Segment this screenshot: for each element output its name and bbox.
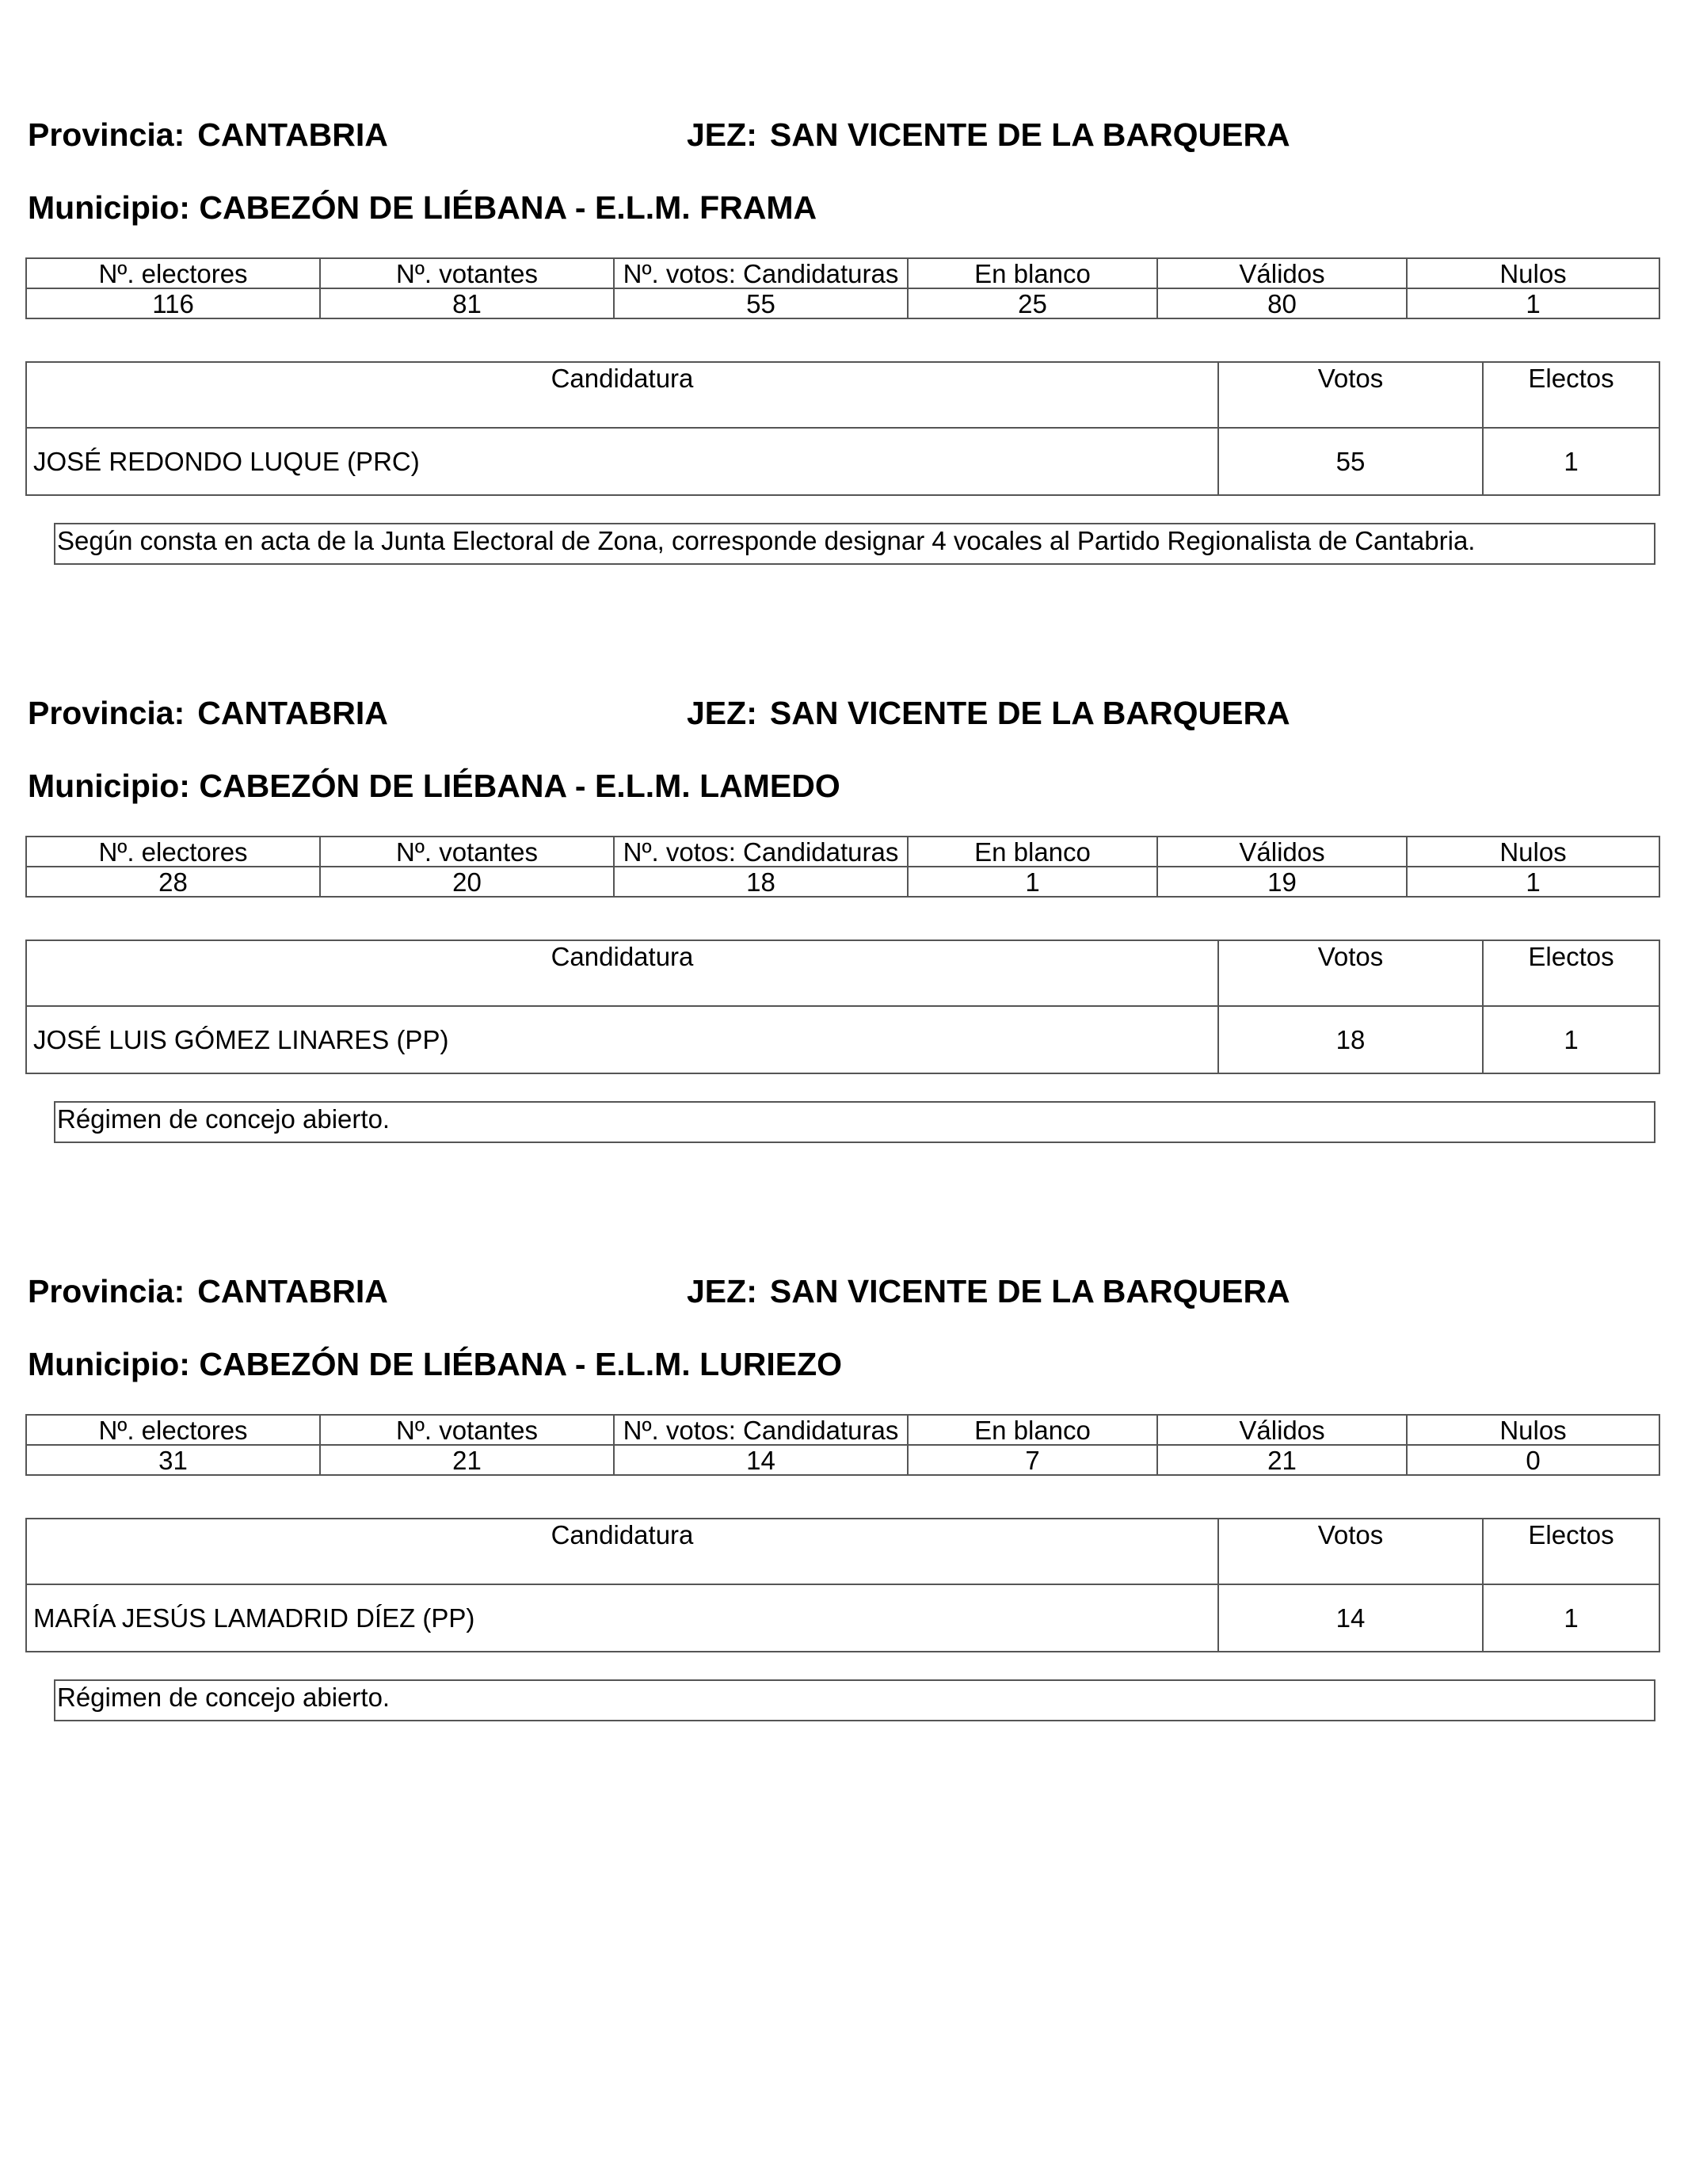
stats-header-row (26, 1415, 1659, 1445)
stats-value-cell: 1 (908, 867, 1157, 897)
stats-table (25, 257, 1660, 319)
stats-header-cell: Válidos (1157, 1415, 1407, 1445)
note-box: Según consta en acta de la Junta Electoral de Zona, corresponde designar 4 vocales al Partido Regionalista de Cantabria. (54, 523, 1655, 565)
jez-label: JEZ: (687, 695, 757, 731)
stats-header-cell: Nº. electores (26, 837, 320, 867)
provincia-label: Provincia: (28, 695, 185, 731)
candidatura-row (26, 1584, 1659, 1652)
stats-value-cell: 7 (908, 1445, 1157, 1475)
candidatura-row (26, 428, 1659, 495)
jez-value: SAN VICENTE DE LA BARQUERA (769, 116, 1290, 153)
stats-header-cell: Nº. votos: Candidaturas (614, 837, 908, 867)
stats-value-cell: 116 (26, 288, 320, 318)
section-frama (25, 116, 1659, 697)
stats-value-row (26, 1445, 1659, 1475)
stats-header-cell: Nº. votos: Candidaturas (614, 258, 908, 288)
stats-value-cell: 20 (320, 867, 614, 897)
municipio-header (28, 1348, 842, 1381)
jez-value: SAN VICENTE DE LA BARQUERA (769, 1273, 1290, 1309)
jez-label: JEZ: (687, 1273, 757, 1309)
candidatura-header: Candidatura (26, 362, 1218, 428)
provincia-header (28, 1275, 388, 1308)
stats-header-row (26, 837, 1659, 867)
stats-header-cell: Nº. votantes (320, 258, 614, 288)
electos-header: Electos (1483, 362, 1659, 428)
municipio-label: Municipio: (28, 1346, 190, 1382)
stats-value-cell: 55 (614, 288, 908, 318)
stats-value-cell: 0 (1407, 1445, 1659, 1475)
provincia-header (28, 116, 388, 153)
stats-value-cell: 80 (1157, 288, 1407, 318)
electos-header: Electos (1483, 940, 1659, 1006)
candidatura-header-row (26, 940, 1659, 1006)
section-lamedo (25, 697, 1659, 1275)
candidatura-table (25, 1518, 1660, 1652)
provincia-header (28, 697, 388, 730)
candidatura-header-row (26, 362, 1659, 428)
stats-value-cell: 25 (908, 288, 1157, 318)
stats-header-cell: En blanco (908, 1415, 1157, 1445)
candidate-votos: 18 (1218, 1006, 1483, 1073)
candidate-electos: 1 (1483, 428, 1659, 495)
stats-header-row (26, 258, 1659, 288)
municipio-label: Municipio: (28, 768, 190, 804)
candidatura-header: Candidatura (26, 940, 1218, 1006)
candidate-name: JOSÉ LUIS GÓMEZ LINARES (PP) (26, 1006, 1218, 1073)
candidate-votos: 14 (1218, 1584, 1483, 1652)
votos-header: Votos (1218, 362, 1483, 428)
provincia-label: Provincia: (28, 116, 185, 153)
stats-value-row (26, 288, 1659, 318)
provincia-value: CANTABRIA (197, 695, 388, 731)
provincia-label: Provincia: (28, 1273, 185, 1309)
municipio-header (28, 770, 840, 802)
candidate-name: JOSÉ REDONDO LUQUE (PRC) (26, 428, 1218, 495)
stats-header-cell: Nulos (1407, 258, 1659, 288)
note-box: Régimen de concejo abierto. (54, 1101, 1655, 1143)
section-luriezo (25, 1275, 1659, 1854)
jez-value: SAN VICENTE DE LA BARQUERA (769, 695, 1290, 731)
candidate-name: MARÍA JESÚS LAMADRID DÍEZ (PP) (26, 1584, 1218, 1652)
candidatura-header-row (26, 1519, 1659, 1584)
jez-label: JEZ: (687, 116, 757, 153)
stats-table (25, 1414, 1660, 1476)
stats-header-cell: Nº. votantes (320, 837, 614, 867)
stats-header-cell: Nº. votos: Candidaturas (614, 1415, 908, 1445)
stats-header-cell: Nº. electores (26, 1415, 320, 1445)
stats-header-cell: Nº. electores (26, 258, 320, 288)
stats-header-cell: Nulos (1407, 837, 1659, 867)
jez-header (687, 116, 1290, 153)
note-box: Régimen de concejo abierto. (54, 1679, 1655, 1721)
stats-value-cell: 19 (1157, 867, 1407, 897)
jez-header (687, 1275, 1290, 1308)
municipio-header (28, 189, 817, 226)
stats-header-cell: En blanco (908, 258, 1157, 288)
candidatura-header: Candidatura (26, 1519, 1218, 1584)
municipio-value: CABEZÓN DE LIÉBANA - E.L.M. LAMEDO (199, 768, 840, 804)
electos-header: Electos (1483, 1519, 1659, 1584)
stats-header-cell: Válidos (1157, 258, 1407, 288)
candidatura-row (26, 1006, 1659, 1073)
stats-value-cell: 1 (1407, 288, 1659, 318)
stats-value-cell: 1 (1407, 867, 1659, 897)
stats-value-cell: 31 (26, 1445, 320, 1475)
stats-value-cell: 21 (1157, 1445, 1407, 1475)
votos-header: Votos (1218, 1519, 1483, 1584)
jez-header (687, 697, 1290, 730)
municipio-value: CABEZÓN DE LIÉBANA - E.L.M. LURIEZO (199, 1346, 843, 1382)
stats-value-row (26, 867, 1659, 897)
stats-value-cell: 81 (320, 288, 614, 318)
candidatura-table (25, 361, 1660, 496)
provincia-value: CANTABRIA (197, 1273, 388, 1309)
candidatura-table (25, 940, 1660, 1074)
stats-value-cell: 28 (26, 867, 320, 897)
stats-header-cell: En blanco (908, 837, 1157, 867)
candidate-electos: 1 (1483, 1584, 1659, 1652)
stats-value-cell: 18 (614, 867, 908, 897)
stats-table (25, 836, 1660, 898)
municipio-label: Municipio: (28, 189, 190, 226)
stats-header-cell: Válidos (1157, 837, 1407, 867)
stats-value-cell: 21 (320, 1445, 614, 1475)
votos-header: Votos (1218, 940, 1483, 1006)
candidate-votos: 55 (1218, 428, 1483, 495)
stats-value-cell: 14 (614, 1445, 908, 1475)
stats-header-cell: Nº. votantes (320, 1415, 614, 1445)
candidate-electos: 1 (1483, 1006, 1659, 1073)
provincia-value: CANTABRIA (197, 116, 388, 153)
stats-header-cell: Nulos (1407, 1415, 1659, 1445)
municipio-value: CABEZÓN DE LIÉBANA - E.L.M. FRAMA (199, 189, 817, 226)
